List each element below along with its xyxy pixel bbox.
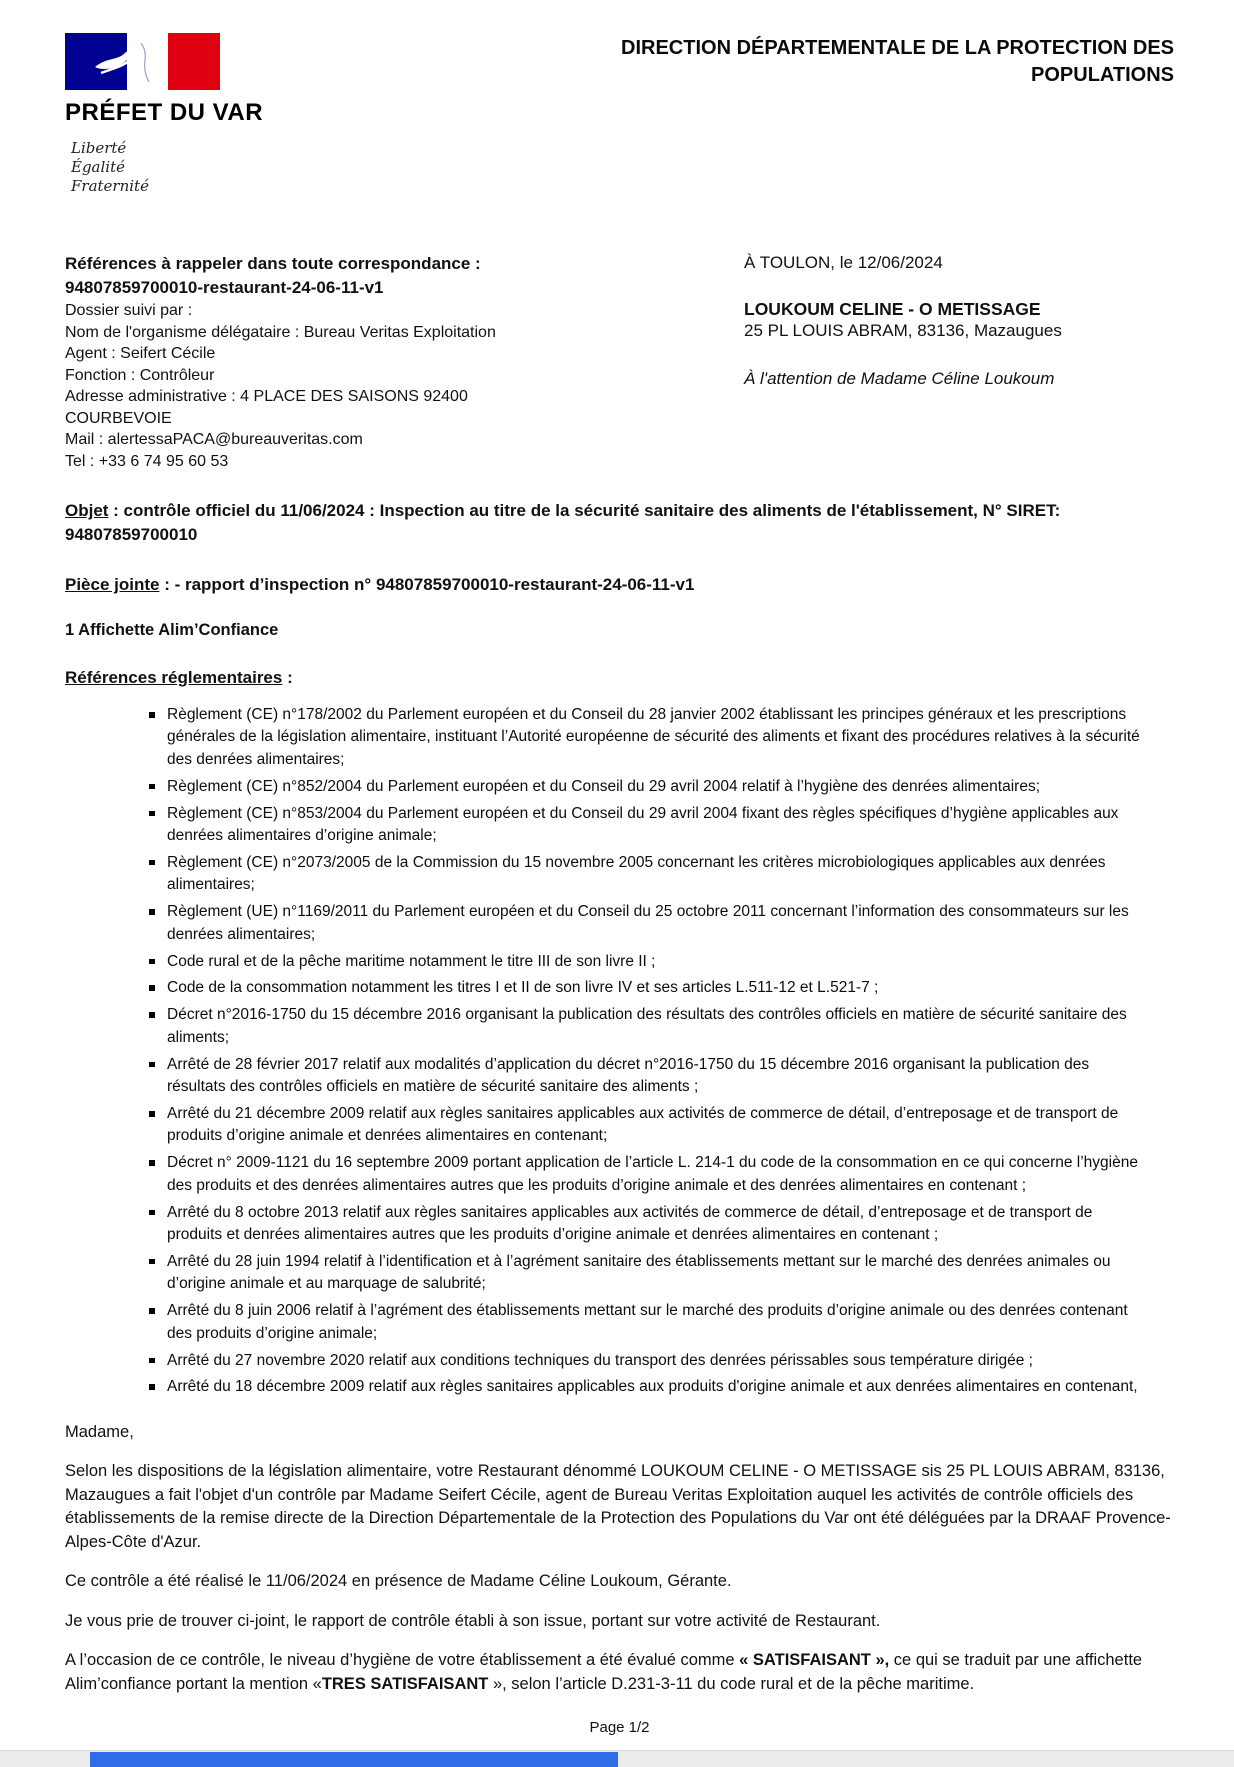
reglementaires-title-suffix: : [282, 668, 293, 687]
french-flag-marianne-icon [65, 33, 220, 90]
piece-jointe-label: Pièce jointe [65, 575, 160, 594]
horizontal-scrollbar-thumb[interactable] [90, 1752, 618, 1767]
piece-jointe-line [65, 575, 1174, 595]
paragraph-rapport: Je vous prie de trouver ci-joint, le rapport de contrôle établi à son issue, portant sur votre activité de Restaurant. [65, 1611, 881, 1630]
references-block [65, 252, 625, 472]
list-item: Arrêté du 18 décembre 2009 relatif aux règles sanitaires applicables aux produits d'origine animale et aux denrées alimentaires en contenant, [148, 1376, 1144, 1398]
references-dossier-number: 94807859700010-restaurant-24-06-11-v1 [65, 278, 384, 297]
objet-text: : contrôle officiel du 11/06/2024 : Inspection au titre de la sécurité sanitaire des aliments de l'établissement, N° SIRET: 94807859700010 [65, 501, 1061, 544]
salutation: Madame, [65, 1422, 134, 1441]
list-item: Arrêté du 8 octobre 2013 relatif aux règles sanitaires applicables aux activités de commerce de détail, d’entreposage et de transport de produits et denrées alimentaires autres que les produits d’origine animale et denrées alimentaires en contenant ; [148, 1202, 1144, 1247]
evaluation-tres-satisfaisant: TRES SATISFAISANT [321, 1674, 489, 1693]
page-number: Page 1/2 [589, 1719, 650, 1737]
paragraph-realisation: Ce contrôle a été réalisé le 11/06/2024 en présence de Madame Céline Loukoum, Gérante. [65, 1572, 732, 1591]
ref-line-mail: Mail : alertessaPACA@bureauveritas.com [65, 431, 363, 448]
affichette-line: 1 Affichette Alim’Confiance [65, 621, 279, 639]
reglementaires-title-line [65, 668, 1174, 688]
evaluation-text-3: », selon l’article D.231-3-11 du code rural et de la pêche maritime. [488, 1674, 975, 1693]
recipient-name: LOUKOUM CELINE - O METISSAGE [744, 299, 1041, 319]
list-item: Arrêté du 21 décembre 2009 relatif aux règles sanitaires applicables aux activités de commerce de détail, d’entreposage et de transport de produits d’origine animale et denrées alimentaires en contenant; [148, 1103, 1144, 1148]
motto-line-fraternite: Fraternité [71, 177, 149, 195]
letter-body [65, 1421, 1174, 1697]
list-item: Règlement (CE) n°178/2002 du Parlement européen et du Conseil du 28 janvier 2002 établissant les principes généraux et les prescriptions générales de la législation alimentaire, instituant l’Autorité européenne de sécurité des aliments et fixant des procédures relatives à la sécurité des denrées alimentaires; [148, 704, 1144, 771]
ref-line-dossier: Dossier suivi par : [65, 302, 193, 319]
reglementaires-list [148, 704, 1144, 1399]
prefecture-title: PRÉFET DU VAR [65, 99, 264, 126]
list-item: Règlement (UE) n°1169/2011 du Parlement européen et du Conseil du 25 octobre 2011 concernant l’information des consommateurs sur les denrées alimentaires; [148, 901, 1144, 946]
list-item: Code de la consommation notamment les titres I et II de son livre IV et ses articles L.511-12 et L.521-7 ; [148, 977, 1144, 999]
recipient-block [744, 252, 1174, 472]
list-item: Décret n° 2009-1121 du 16 septembre 2009 portant application de l’article L. 214-1 du code de la consommation en ce qui concerne l’hygiène des produits et des denrées alimentaires autres que les produits d’origine animale et des denrées alimentaires en contenant ; [148, 1152, 1144, 1197]
ref-line-tel: Tel : +33 6 74 95 60 53 [65, 452, 229, 470]
paragraph-controle: Selon les dispositions de la législation alimentaire, votre Restaurant dénommé LOUKOUM CELINE - O METISSAGE sis 25 PL LOUIS ABRAM, 83136, Mazaugues a fait l'objet d'un contrôle par Madame Seifert Cécile, agent de Bureau Veritas Exploitation auquel les activités de contrôle officiels des établissements de la remise directe de la Direction Départementale de la Protection des Populations du Var ont été déléguées par la DRAAF Provence-Alpes-Côte d'Azur. [65, 1462, 1171, 1551]
piece-jointe-text: : - rapport d’inspection n° 94807859700010-restaurant-24-06-11-v1 [159, 575, 695, 594]
recipient-address: 25 PL LOUIS ABRAM, 83136, Mazaugues [744, 321, 1062, 340]
horizontal-scrollbar-track[interactable] [0, 1750, 1234, 1767]
evaluation-text-1: A l’occasion de ce contrôle, le niveau d’hygiène de votre établissement a été évalué comme [65, 1651, 740, 1670]
list-item: Règlement (CE) n°853/2004 du Parlement européen et du Conseil du 29 avril 2004 fixant des règles spécifiques d’hygiène applicables aux denrées alimentaires d’origine animale; [148, 803, 1144, 848]
list-item: Code rural et de la pêche maritime notamment le titre III de son livre II ; [148, 951, 1144, 973]
motto [71, 139, 395, 196]
objet-line [65, 499, 1174, 547]
list-item: Décret n°2016-1750 du 15 décembre 2016 organisant la publication des résultats des contrôles officiels en matière de sécurité sanitaire des aliments; [148, 1004, 1144, 1049]
prefecture-logo-block [65, 33, 395, 196]
header [65, 33, 1174, 196]
list-item: Arrêté du 8 juin 2006 relatif à l’agrément des établissements mettant sur le marché des produits d’origine animale ou des denrées contenant des produits d’origine animale; [148, 1300, 1144, 1345]
evaluation-text-2: ce qui se traduit par une affichette Alim’confiance portant la mention « [65, 1651, 1143, 1693]
evaluation-satisfaisant: « SATISFAISANT », [739, 1651, 890, 1670]
list-item: Arrêté du 28 juin 1994 relatif à l’identification et à l’agrément sanitaire des établissements mettant sur le marché des denrées animales ou d’origine animale et au marquage de salubrité; [148, 1251, 1144, 1296]
reglementaires-title: Références réglementaires [65, 668, 283, 687]
direction-title: DIRECTION DÉPARTEMENTALE DE LA PROTECTION DES POPULATIONS [621, 37, 1174, 86]
list-item: Arrêté du 27 novembre 2020 relatif aux conditions techniques du transport des denrées périssables sous température dirigée ; [148, 1350, 1144, 1372]
ref-line-organisme: Nom de l'organisme délégataire : Bureau Veritas Exploitation [65, 323, 496, 341]
ref-line-agent: Agent : Seifert Cécile [65, 345, 216, 362]
info-row [65, 252, 1174, 472]
references-title-line1: Références à rappeler dans toute correspondance : [65, 254, 481, 273]
motto-line-egalite: Égalité [71, 158, 125, 176]
list-item: Règlement (CE) n°2073/2005 de la Commission du 15 novembre 2005 concernant les critères microbiologiques applicables aux denrées alimentaires; [148, 852, 1144, 897]
place-date-line: À TOULON, le 12/06/2024 [744, 253, 943, 272]
list-item: Arrêté de 28 février 2017 relatif aux modalités d’application du décret n°2016-1750 du 15 décembre 2016 organisant la publication des résultats des contrôles officiels en matière de sécurité sanitaire des aliments ; [148, 1054, 1144, 1099]
objet-label: Objet [65, 501, 109, 520]
ref-line-adresse: Adresse administrative : 4 PLACE DES SAISONS 92400 COURBEVOIE [65, 388, 468, 427]
ref-line-fonction: Fonction : Contrôleur [65, 366, 215, 384]
motto-line-liberte: Liberté [71, 139, 127, 157]
attention-line: À l'attention de Madame Céline Loukoum [744, 369, 1055, 388]
list-item: Règlement (CE) n°852/2004 du Parlement européen et du Conseil du 29 avril 2004 relatif à l’hygiène des denrées alimentaires; [148, 776, 1144, 798]
paragraph-evaluation [65, 1649, 1174, 1696]
